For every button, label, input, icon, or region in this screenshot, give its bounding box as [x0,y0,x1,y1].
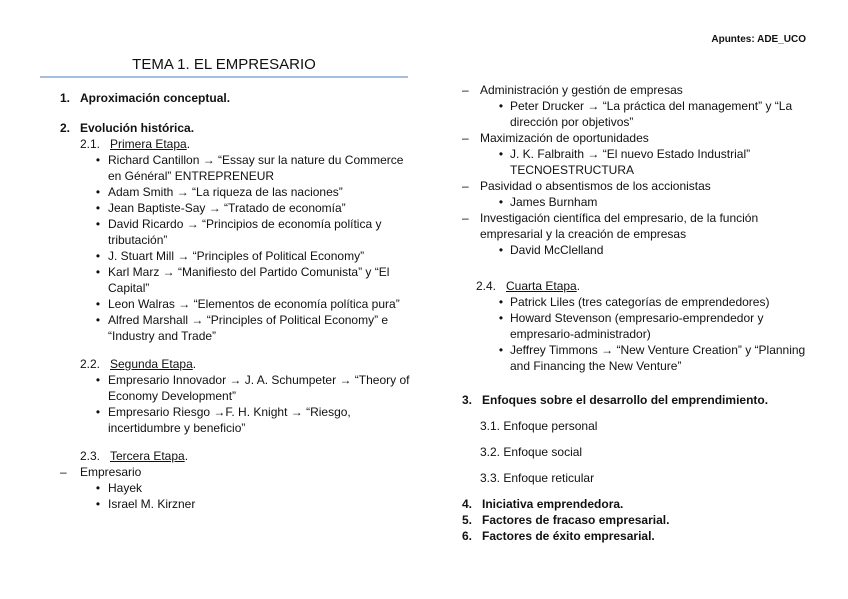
bullet-icon: • [95,313,101,327]
subsection-3-3: 3.3. Enfoque reticular [480,471,595,485]
dash-item [462,210,812,242]
list-item [60,372,410,404]
section-1 [60,90,410,106]
list-item [462,242,812,258]
dash-item-text: Investigación científica del empresario, de la función empresarial y la creación de empresas [480,211,759,241]
list-item-text: Leon Walras → “Elementos de economía política pura” [108,297,400,311]
list-item-text: Alfred Marshall → “Principles of Political Economy” e “Industry and Trade” [108,313,389,343]
list-item-text: Empresario Riesgo →F. H. Knight → “Riesgo, incertidumbre y beneficio” [108,405,351,435]
list-item-text: Hayek [108,481,143,495]
dash-item-text: Pasividad o absentismos de los accionistas [480,179,711,193]
subsection-3-1: 3.1. Enfoque personal [480,419,598,433]
bullet-icon: • [95,481,101,495]
dash-icon: – [60,465,67,479]
dash-item [462,178,812,194]
subsection-title: Cuarta Etapa [506,279,577,293]
bullet-icon: • [498,243,504,257]
section-title: Enfoques sobre el desarrollo del emprendimiento. [482,393,769,407]
subsection-title: Segunda Etapa [110,357,193,371]
list-item-text: Jeffrey Timmons → “New Venture Creation” y “Planning and Financing the New Venture” [510,343,806,373]
list-item [462,310,812,342]
title-underline [40,76,408,78]
list-item-text: Patrick Liles (tres categorías de emprendedores) [510,295,770,309]
bullet-icon: • [95,217,101,231]
bullet-icon: • [498,311,504,325]
section-title: Aproximación conceptual. [80,91,231,105]
title-tail: . [186,137,191,151]
section-2 [60,120,410,136]
list-item [60,496,410,512]
dash-item [462,130,812,146]
page-title: TEMA 1. EL EMPRESARIO [132,56,316,73]
list-item [60,216,410,248]
list-item [462,194,812,210]
subsection-title: Primera Etapa [110,137,187,151]
left-column [60,90,410,512]
bullet-icon: • [95,265,101,279]
list-item [60,152,410,184]
list-item-text: Empresario Innovador → J. A. Schumpeter → “Theory of Economy Development” [108,373,410,403]
dash-icon: – [462,131,469,145]
dash-item-text: Administración y gestión de empresas [480,83,683,97]
bullet-icon: • [498,99,504,113]
list-item [462,98,812,130]
subsection-2-4 [462,278,812,294]
bullet-icon: • [498,343,504,357]
dash-icon: – [462,83,469,97]
title-tail: . [184,449,189,463]
list-item [462,294,812,310]
bullet-icon: • [95,373,101,387]
dash-item [462,82,812,98]
list-item [462,146,812,178]
bullet-icon: • [95,497,101,511]
section-title: Factores de éxito empresarial. [482,529,655,543]
list-item-text: Israel M. Kirzner [108,497,196,511]
list-item [462,342,812,374]
title-tail: . [192,357,197,371]
list-item-text: David Ricardo → “Principios de economía política y tributación” [108,217,382,247]
list-item-text: Howard Stevenson (empresario-emprendedor y empresario-administrador) [510,311,764,341]
header-tag: Apuntes: ADE_UCO [711,34,806,45]
subsection-3-2: 3.2. Enfoque social [480,445,583,459]
bullet-icon: • [95,297,101,311]
dash-item-text: Empresario [80,465,142,479]
section-6 [462,528,812,544]
dash-icon: – [462,211,469,225]
bullet-icon: • [95,185,101,199]
section-title: Iniciativa emprendedora. [482,497,624,511]
subsection-2-1 [60,136,410,152]
section-number: 4. [462,497,473,511]
bullet-icon: • [498,295,504,309]
section-number: 1. [60,91,71,105]
subsection-title: Tercera Etapa [110,449,185,463]
subsection-2-3 [60,448,410,464]
bullet-icon: • [95,153,101,167]
dash-item [60,464,410,480]
list-item-text: James Burnham [510,195,598,209]
dash-item-text: Maximización de oportunidades [480,131,649,145]
subsection-number: 2.3. [80,449,101,463]
bullet-icon: • [498,195,504,209]
list-item-text: Jean Baptiste-Say → “Tratado de economía” [108,201,346,215]
list-item-text: Karl Marz → “Manifiesto del Partido Comunista” y “El Capital” [108,265,390,295]
section-3 [462,392,812,408]
list-item-text: J. K. Falbraith → “El nuevo Estado Industrial” TECNOESTRUCTURA [510,147,751,177]
bullet-icon: • [95,405,101,419]
section-number: 6. [462,529,473,543]
list-item [60,264,410,296]
list-item-text: Peter Drucker → “La práctica del management” y “La dirección por objetivos” [510,99,793,129]
subsection-number: 2.4. [476,279,497,293]
right-column [462,82,812,544]
list-item [60,404,410,436]
list-item [60,296,410,312]
section-5 [462,512,812,528]
list-item-text: David McClelland [510,243,604,257]
list-item-text: J. Stuart Mill → “Principles of Political Economy” [108,249,365,263]
section-4 [462,496,812,512]
section-number: 3. [462,393,473,407]
bullet-icon: • [498,147,504,161]
bullet-icon: • [95,249,101,263]
subsection-2-2 [60,356,410,372]
section-title: Factores de fracaso empresarial. [482,513,670,527]
list-item [60,312,410,344]
bullet-icon: • [95,201,101,215]
section-number: 2. [60,121,71,135]
subsection-number: 2.2. [80,357,101,371]
list-item-text: Adam Smith → “La riqueza de las naciones” [108,185,343,199]
list-item [60,184,410,200]
list-item-text: Richard Cantillon → “Essay sur la nature du Commerce en Général” ENTREPRENEUR [108,153,404,183]
list-item [60,248,410,264]
subsection-number: 2.1. [80,137,101,151]
list-item [60,480,410,496]
section-number: 5. [462,513,473,527]
dash-icon: – [462,179,469,193]
list-item [60,200,410,216]
section-title: Evolución histórica. [80,121,195,135]
title-tail: . [576,279,581,293]
